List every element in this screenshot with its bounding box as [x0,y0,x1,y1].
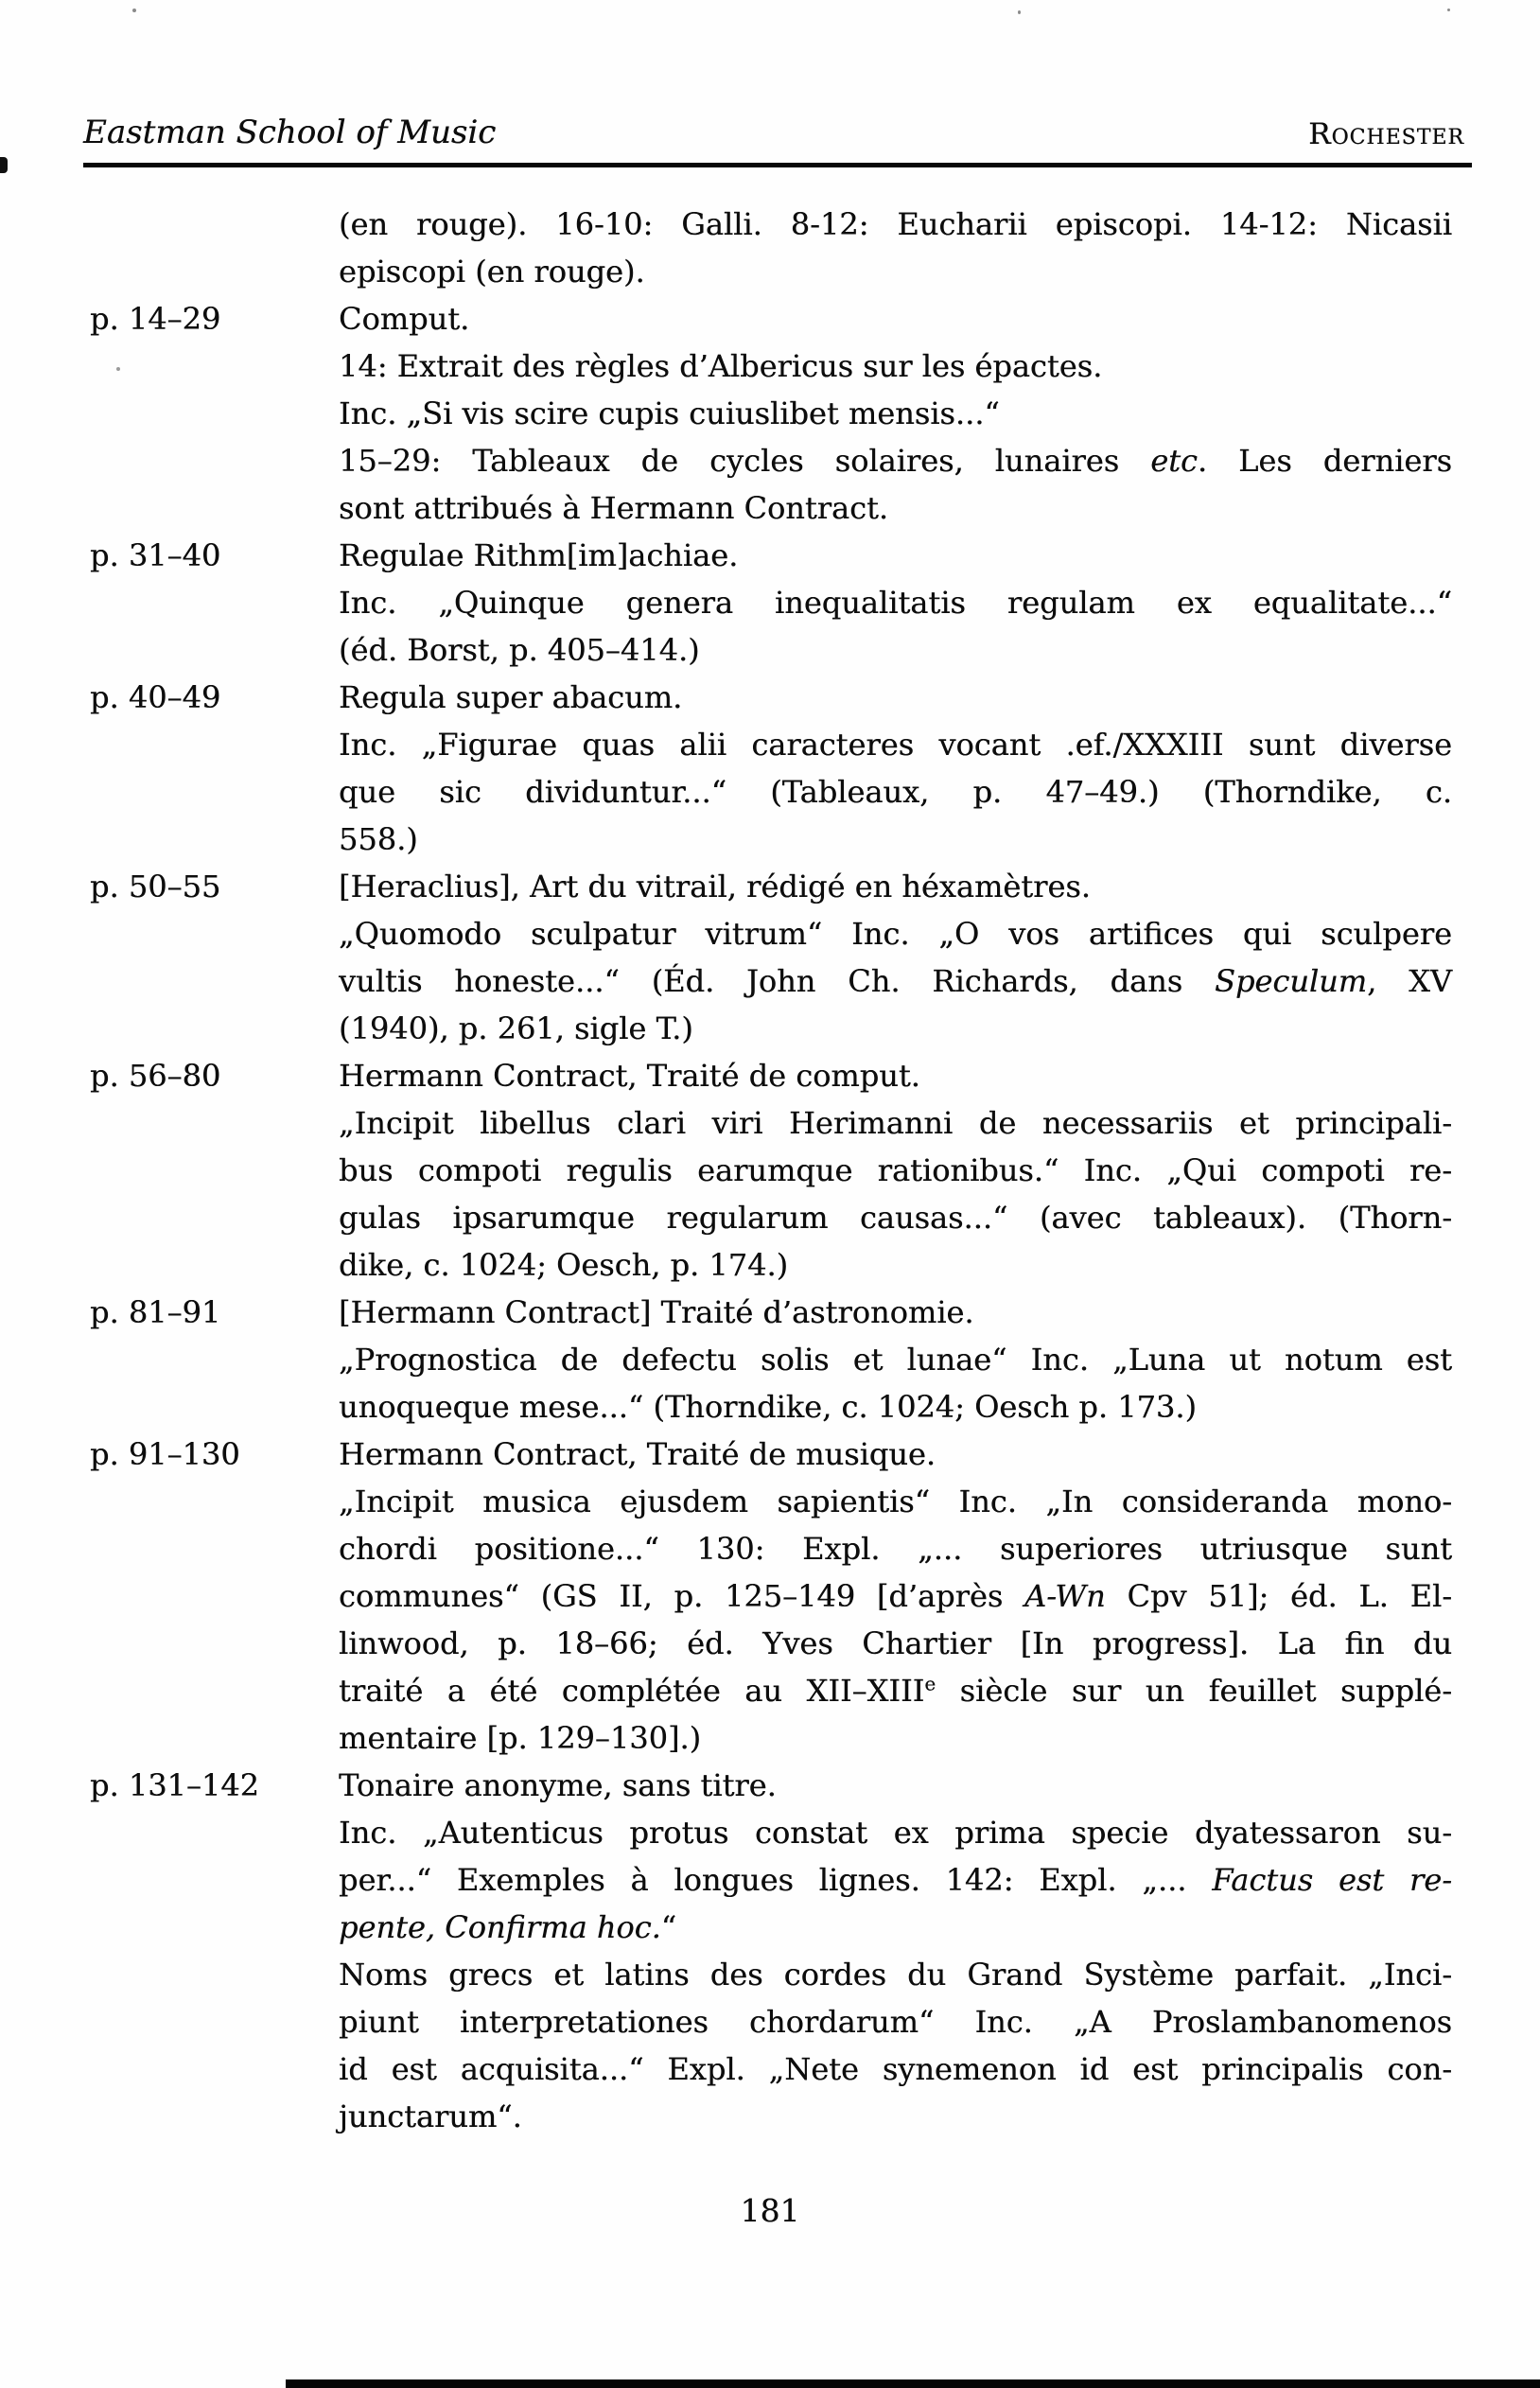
page-number: 181 [740,2192,800,2229]
entry-row [90,1431,1452,1762]
text-segment: siècle sur un feuillet supplé- [936,1673,1453,1709]
entry-line [339,1383,1452,1431]
text-segment: vultis honeste...“ (Éd. John Ch. Richards, dans [339,963,1216,999]
text-segment: Inc. „Quinque genera inequalitatis regulam ex equalitate...“ [339,585,1452,621]
text-segment: linwood, p. 18–66; éd. Yves Chartier [In progress]. La fin du [339,1625,1452,1661]
entry-line [339,1336,1452,1383]
entry-lines [339,1052,1452,1289]
text-segment: Tonaire anonyme, sans titre. [339,1767,777,1803]
text-segment: mentaire [p. 129–130].) [339,1720,702,1756]
entry-line [339,721,1452,768]
entry-lines [339,532,1452,674]
entry-row [90,1052,1452,1289]
text-segment: gulas ipsarumque regularum causas...“ (avec tableaux). (Thorn- [339,1200,1452,1236]
entry-line [339,248,1452,295]
entry-row [90,1762,1452,2140]
entry-lines [339,1431,1452,1762]
entry-row [90,863,1452,1052]
entry-page-label: p. 50–55 [90,869,221,904]
entry-line [339,342,1452,390]
text-segment: Hermann Contract, Traité de comput. [339,1058,920,1094]
text-segment: piunt interpretationes chordarum“ Inc. „A Proslambanomenos [339,2004,1452,2040]
text-segment: [Hermann Contract] Traité d’astronomie. [339,1294,974,1330]
text-segment: bus compoti regulis earumque rationibus.“ Inc. „Qui compoti re- [339,1152,1452,1188]
entry-line [339,2046,1452,2093]
text-segment: Noms grecs et latins des cordes du Grand Système parfait. „Inci- [339,1957,1452,1993]
text-segment: episcopi (en rouge). [339,254,645,290]
entry-line [339,910,1452,957]
text-segment: [Heraclius], Art du vitrail, rédigé en héxamètres. [339,869,1091,904]
entry-page-label: p. 56–80 [90,1058,221,1094]
entry-row [90,295,1452,532]
entry-line [339,863,1452,910]
entry-line [339,1478,1452,1525]
entry-lines [339,201,1452,295]
text-segment: A-Wn [1024,1578,1106,1614]
entry-lines [339,674,1452,863]
scan-speck [116,367,120,371]
scan-speck [1018,10,1021,14]
text-segment: sont attribués à Hermann Contract. [339,490,889,526]
entry-line [339,1856,1452,1904]
entry-page-label: p. 81–91 [90,1294,221,1330]
text-segment: junctarum“. [339,2098,522,2134]
text-segment: „Incipit musica ejusdem sapientis“ Inc. „In consideranda mono- [339,1484,1452,1519]
text-segment: Inc. „Figurae quas alii caracteres vocant .ef./XXXIII sunt diverse [339,727,1452,763]
entry-line [339,1289,1452,1336]
entry-page-label: p. 91–130 [90,1436,240,1472]
entry-lines [339,1762,1452,2140]
scan-edge-bar [286,2379,1540,2388]
entry-line [339,1998,1452,2046]
entry-line [339,1714,1452,1762]
header-rule [83,163,1472,167]
entry-line [339,1620,1452,1667]
text-segment: „Incipit libellus clari viri Herimanni de necessariis et principali- [339,1105,1452,1141]
text-segment: Inc. „Si vis scire cupis cuiuslibet mensis...“ [339,395,1000,431]
text-segment: 15–29: Tableaux de cycles solaires, lunaires [339,443,1151,479]
entry-line [339,816,1452,863]
entry-line [339,201,1452,248]
text-segment: per...“ Exemples à longues lignes. 142: Expl. „... [339,1862,1213,1898]
scan-speck [132,9,136,12]
entry-row [90,532,1452,674]
text-segment: chordi positione...“ 130: Expl. „... superiores utriusque sunt [339,1531,1452,1567]
text-segment: dike, c. 1024; Oesch, p. 174.) [339,1247,789,1283]
entry-line [339,579,1452,626]
text-segment: Regula super abacum. [339,679,683,715]
text-segment: Hermann Contract, Traité de musique. [339,1436,936,1472]
entry-page-label [90,201,339,295]
entry-line [339,1572,1452,1620]
entry-row [90,1289,1452,1431]
entry-line [339,1951,1452,1998]
entry-line [339,2093,1452,2140]
entry-line [339,437,1452,484]
entry-lines [339,1289,1452,1431]
text-segment: Regulae Rithm[im]achiae. [339,537,739,573]
text-segment: id est acquisita...“ Expl. „Nete synemenon id est principalis con- [339,2051,1452,2087]
text-segment: Speculum [1215,963,1368,999]
text-segment: . Les derniers [1197,443,1452,479]
text-segment: Comput. [339,301,470,337]
entry-line [339,1241,1452,1289]
entry-line [339,1762,1452,1809]
text-segment: 14: Extrait des règles d’Albericus sur les épactes. [339,348,1103,384]
entry-line [339,957,1452,1005]
text-segment: pente, Confirma hoc. [339,1909,661,1945]
text-segment: „Quomodo sculpatur vitrum“ Inc. „O vos artifices qui sculpere [339,916,1452,952]
text-segment: que sic dividuntur...“ (Tableaux, p. 47–49.) (Thorndike, c. [339,774,1452,810]
scan-edge-blob [0,157,8,173]
text-segment: Factus est re- [1212,1862,1453,1898]
entry-line [339,626,1452,674]
running-header-left: Eastman School of Music [83,114,497,151]
entry-line [339,1005,1452,1052]
entry-page-label: p. 131–142 [90,1767,259,1803]
text-segment: e [924,1673,936,1695]
entry-row [90,201,1452,295]
text-segment: (1940), p. 261, sigle T.) [339,1010,693,1046]
entry-line [339,1809,1452,1856]
entry-line [339,1904,1452,1951]
entry-line [339,295,1452,342]
entries [90,201,1452,2140]
entry-line [339,532,1452,579]
entry-line [339,1052,1452,1099]
text-segment: „Prognostica de defectu solis et lunae“ Inc. „Luna ut notum est [339,1342,1452,1378]
entry-lines [339,295,1452,532]
text-segment: “ [660,1909,677,1945]
running-header-right: Rochester [1308,117,1464,151]
entry-line [339,1667,1452,1714]
entry-line [339,390,1452,437]
text-segment: Cpv 51]; éd. L. El- [1105,1578,1453,1614]
entry-line [339,1147,1452,1194]
text-segment: Inc. „Autenticus protus constat ex prima specie dyatessaron su- [339,1815,1452,1851]
entry-page-label: p. 31–40 [90,537,221,573]
text-segment: , XV [1367,963,1453,999]
entry-page-label: p. 40–49 [90,679,221,715]
entry-line [339,1194,1452,1241]
entry-line [339,674,1452,721]
entry-line [339,1525,1452,1572]
scan-speck [1447,9,1450,11]
entry-line [339,484,1452,532]
entry-line [339,768,1452,816]
entry-page-label: p. 14–29 [90,301,221,337]
text-segment: traité a été complétée au XII–XIII [339,1673,925,1709]
text-segment: 558.) [339,821,418,857]
entry-line [339,1431,1452,1478]
text-segment: (en rouge). 16-10: Galli. 8-12: Eucharii episcopi. 14-12: Nicasii [339,206,1452,242]
text-segment: (éd. Borst, p. 405–414.) [339,632,700,668]
entry-lines [339,863,1452,1052]
text-segment: communes“ (GS II, p. 125–149 [d’après [339,1578,1025,1614]
entry-row [90,674,1452,863]
text-segment: etc [1150,443,1198,479]
text-segment: unoqueque mese...“ (Thorndike, c. 1024; Oesch p. 173.) [339,1389,1197,1425]
entry-line [339,1099,1452,1147]
